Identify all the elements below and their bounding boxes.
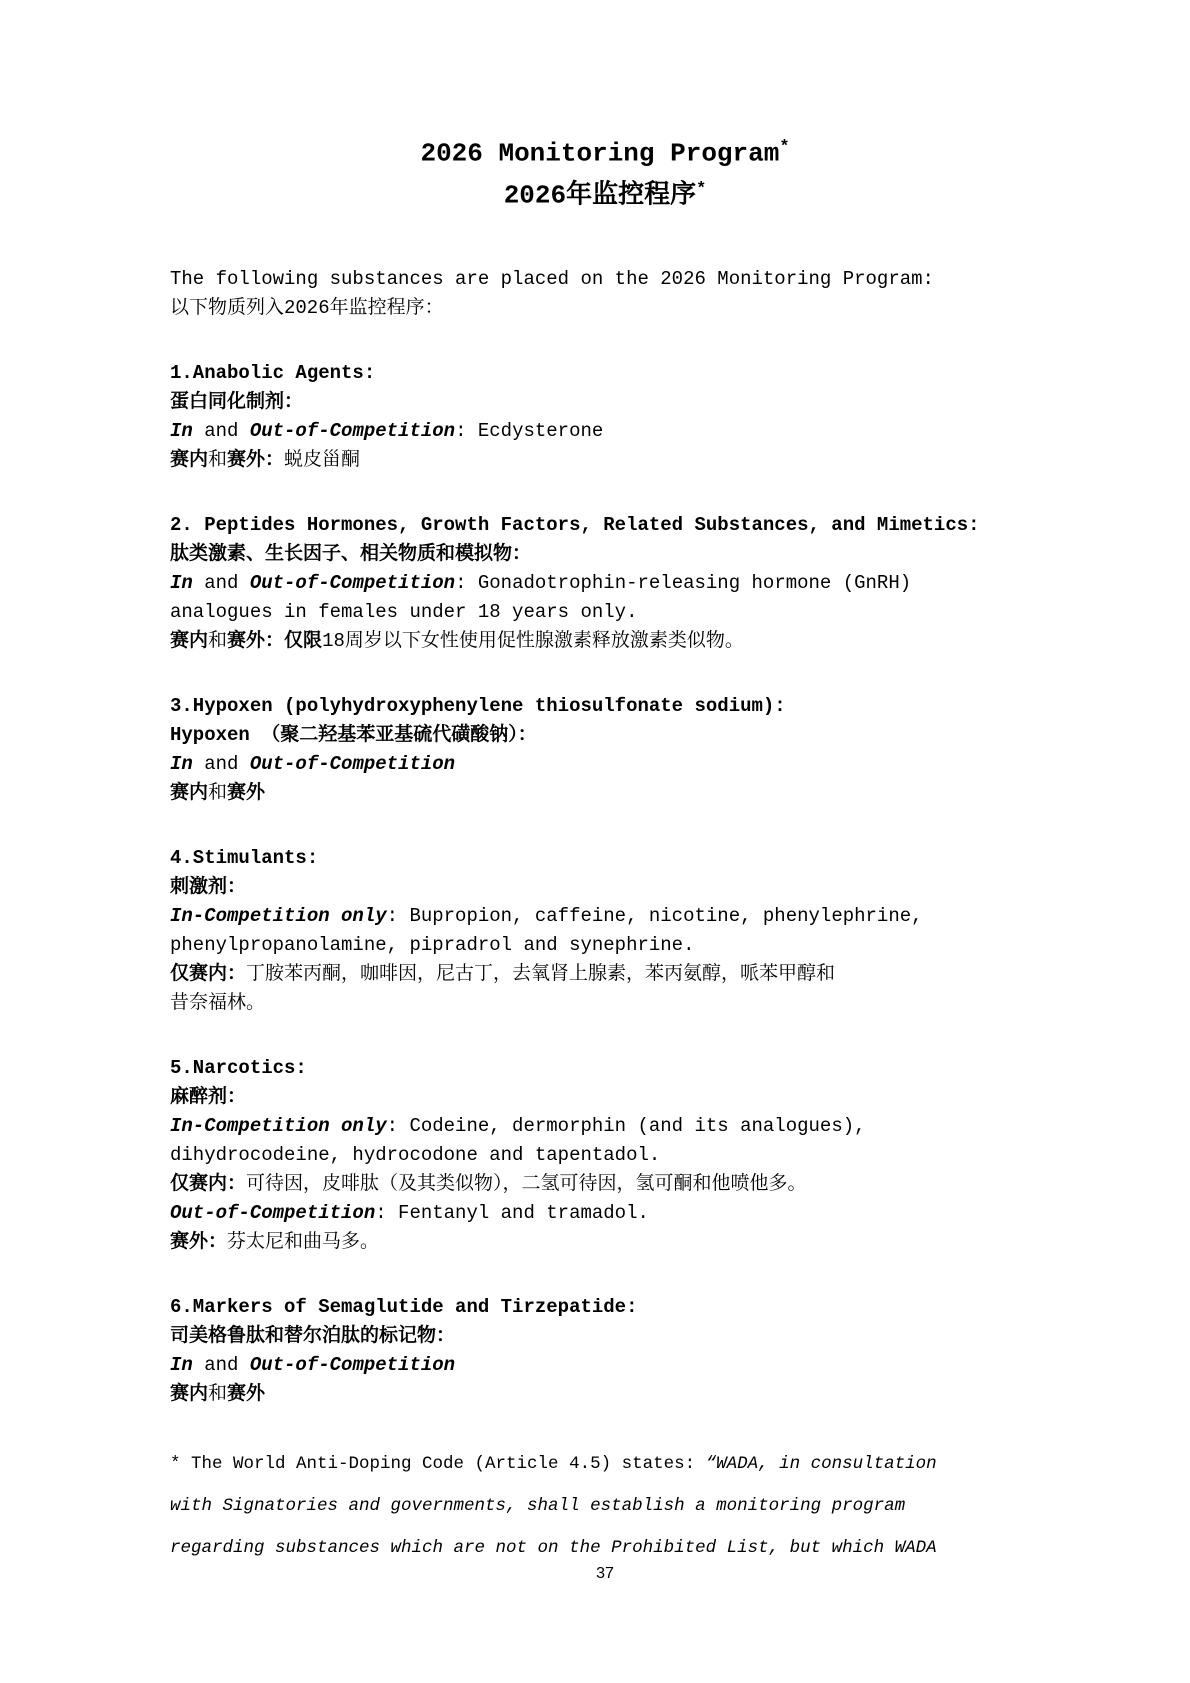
section-1 <box>170 359 1040 475</box>
text-line <box>170 417 1040 446</box>
text-run: Out-of-Competition <box>249 753 456 776</box>
text-run: Hypoxen （聚二羟基苯亚基硫代磺酸钠）： <box>170 724 537 747</box>
text-run: In <box>170 420 193 443</box>
text-run: The following substances are placed on the 2026 Monitoring Program: <box>170 268 934 291</box>
text-run: Out-of-Competition <box>249 420 456 443</box>
text-line <box>170 692 1040 721</box>
text-line <box>170 1322 1040 1351</box>
text-run: 仅赛内： <box>170 963 247 986</box>
text-run: 芬太尼和曲马多。 <box>227 1231 380 1254</box>
text-run: Out-of-Competition <box>249 1354 456 1377</box>
text-line <box>170 1141 1040 1170</box>
text-line <box>170 1351 1040 1380</box>
text-run: analogues in females under 18 years only. <box>170 601 638 624</box>
text-run: Out-of-Competition <box>170 1202 376 1225</box>
text-run: In-Competition only <box>170 1115 387 1138</box>
text-run: : Fentanyl and tramadol. <box>375 1202 649 1225</box>
text-run: “WADA, in consultation <box>705 1454 937 1475</box>
section-5 <box>170 1054 1040 1257</box>
text-run: 赛内 <box>170 630 209 653</box>
text-run: 2. Peptides Hormones, Growth Factors, Related Substances, and Mimetics: <box>170 514 980 537</box>
text-run: Out-of-Competition <box>249 572 456 595</box>
title-text-en: 2026 Monitoring Program <box>420 138 780 169</box>
text-line <box>170 511 1040 540</box>
text-line <box>170 989 1040 1018</box>
text-run: 和 <box>208 1383 228 1406</box>
text-run: 赛外： <box>227 630 285 653</box>
text-run: 蜕皮甾酮 <box>284 449 361 472</box>
text-run: 4.Stimulants: <box>170 847 319 870</box>
section-3 <box>170 692 1040 808</box>
text-run: 18周岁以下女性使用促性腺激素释放激素类似物。 <box>322 630 744 653</box>
text-line <box>170 388 1040 417</box>
text-run: phenylpropanolamine, pipradrol and synephrine. <box>170 934 695 957</box>
text-run: with Signatories and governments, shall establish a monitoring program <box>170 1496 906 1517</box>
text-run: 丁胺苯丙酮，咖啡因，尼古丁，去氧肾上腺素，苯丙氨醇，哌苯甲醇和 <box>246 963 836 986</box>
text-line <box>170 931 1040 960</box>
text-line <box>170 446 1040 475</box>
text-run: 赛内 <box>170 782 209 805</box>
text-run: : Codeine, dermorphin (and its analogues), <box>386 1115 866 1138</box>
document-title-en <box>170 130 1040 172</box>
text-line <box>170 1170 1040 1199</box>
text-run: In <box>170 753 193 776</box>
text-line <box>170 1228 1040 1257</box>
text-run: 赛内 <box>170 1383 209 1406</box>
text-line <box>170 540 1040 569</box>
text-line <box>170 1083 1040 1112</box>
text-run: 1.Anabolic Agents: <box>170 362 376 385</box>
text-run: 肽类激素、生长因子、相关物质和模拟物： <box>170 543 532 566</box>
text-line <box>170 721 1040 750</box>
text-run: 6.Markers of Semaglutide and Tirzepatide: <box>170 1296 638 1319</box>
text-run: 赛外： <box>170 1231 228 1254</box>
text-run: 蛋白同化制剂： <box>170 391 304 414</box>
title-text-zh: 2026年监控程序 <box>503 180 697 211</box>
text-run: dihydrocodeine, hydrocodone and tapentadol. <box>170 1144 661 1167</box>
title-asterisk-en: * <box>779 138 790 157</box>
text-line <box>170 1443 1040 1485</box>
text-run: : Bupropion, caffeine, nicotine, phenylephrine, <box>386 905 923 928</box>
text-run: 以下物质列入2026年监控程序： <box>170 297 444 320</box>
text-run: : Ecdysterone <box>455 420 604 443</box>
text-run: and <box>192 420 250 443</box>
page-number: 37 <box>596 1565 614 1583</box>
text-line <box>170 598 1040 627</box>
text-run: 可待因，皮啡肽（及其类似物），二氢可待因，氢可酮和他喷他多。 <box>246 1173 807 1196</box>
text-line <box>170 960 1040 989</box>
intro-paragraph <box>170 265 1040 323</box>
text-run: 3.Hypoxen (polyhydroxyphenylene thiosulfonate sodium): <box>170 695 786 718</box>
text-run: 仅限 <box>284 630 323 653</box>
text-line <box>170 779 1040 808</box>
text-line <box>170 627 1040 656</box>
text-run: 和 <box>208 782 228 805</box>
footnote <box>170 1443 1040 1569</box>
text-line <box>170 359 1040 388</box>
document-header <box>170 130 1040 213</box>
section-4 <box>170 844 1040 1018</box>
text-run: 赛外 <box>227 782 266 805</box>
text-run: In-Competition only <box>170 905 387 928</box>
text-line <box>170 1527 1040 1569</box>
text-line <box>170 1054 1040 1083</box>
text-line <box>170 1199 1040 1228</box>
section-2 <box>170 511 1040 656</box>
document-title-zh <box>170 172 1040 214</box>
text-run: In <box>170 1354 193 1377</box>
text-line <box>170 1380 1040 1409</box>
text-run: 昔奈福林。 <box>170 992 266 1015</box>
text-run: In <box>170 572 193 595</box>
text-run: regarding substances which are not on the Prohibited List, but which WADA <box>170 1538 937 1559</box>
text-run: 和 <box>208 630 228 653</box>
text-run: 和 <box>208 449 228 472</box>
text-run: : Gonadotrophin-releasing hormone (GnRH) <box>455 572 912 595</box>
text-run: 赛外： <box>227 449 285 472</box>
text-run: 赛外 <box>227 1383 266 1406</box>
text-line <box>170 569 1040 598</box>
text-run: and <box>192 753 250 776</box>
text-run: and <box>192 572 250 595</box>
title-asterisk-zh: * <box>696 179 707 199</box>
text-line <box>170 1485 1040 1527</box>
text-line <box>170 902 1040 931</box>
text-run: 仅赛内： <box>170 1173 247 1196</box>
text-run: 司美格鲁肽和替尔泊肽的标记物： <box>170 1325 456 1348</box>
text-line <box>170 844 1040 873</box>
sections-container <box>170 359 1040 1409</box>
text-line <box>170 1293 1040 1322</box>
text-line <box>170 750 1040 779</box>
text-run: * The World Anti-Doping Code (Article 4.5) states: <box>170 1454 706 1475</box>
text-run: 5.Narcotics: <box>170 1057 307 1080</box>
text-line <box>170 873 1040 902</box>
section-6 <box>170 1293 1040 1409</box>
text-line <box>170 294 1040 323</box>
text-line <box>170 1112 1040 1141</box>
text-run: 赛内 <box>170 449 209 472</box>
text-run: 麻醉剂： <box>170 1086 247 1109</box>
text-line <box>170 265 1040 294</box>
text-run: 刺激剂： <box>170 876 247 899</box>
text-run: and <box>192 1354 250 1377</box>
